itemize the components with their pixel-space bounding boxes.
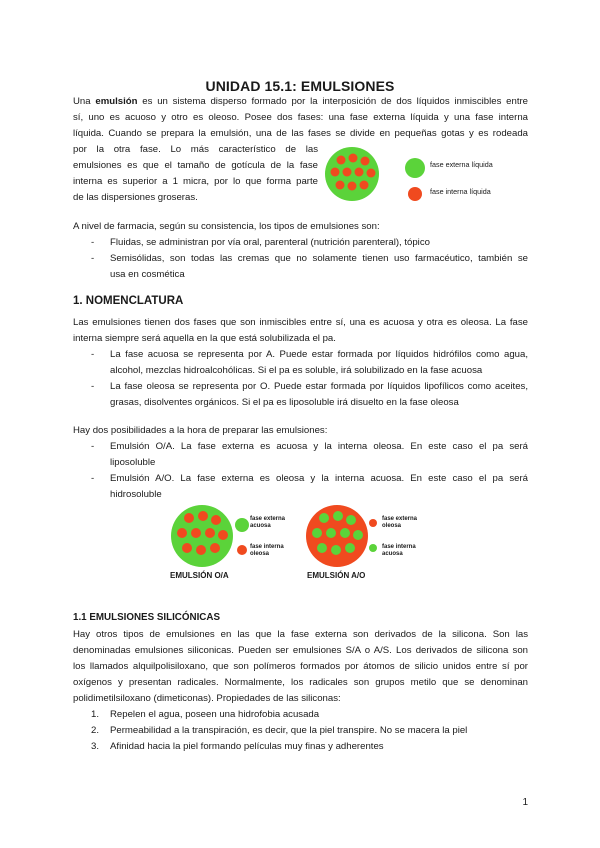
intro-line-7: de las dispersiones groseras. [73,192,198,203]
intro-line-6: interna es superior a 1 micra, por lo que forma parte [73,176,318,187]
ao-legend-green [369,544,377,552]
oa-legend-external: fase externa acuosa [250,516,286,529]
intro-term: emulsión [95,96,138,107]
pharmacy-intro: A nivel de farmacia, según su consistencia, los tipos de emulsiones son: [73,221,380,232]
document-page: UNIDAD 15.1: EMULSIONES Una emulsión es un sistema disperso formado por la interposición de dos líquidos inmiscibles entre sí, uno es acuoso y otro es oleoso. Posee dos fases: una fase externa líquida y una fase interna líquida. Cuando se prepara la emulsión, una de las fases se divide en pequeñas gotas y es rodeada por la otra fase. Lo más característico de las emulsiones es que el tamaño de gotícula de la fase interna es superior a 1 micra, por lo que forma parte de las dispersiones groseras. fase externa líquida fase interna líquida A nivel de farmacia, según su consistencia, los tipos de emulsiones son: - Fluidas, se administran por vía oral, parenteral (nutrición parenteral), tópico - Semisólidas, son todas las cremas que no solamente tienen uso farmacéutico, también se usa en cosmética 1. NOMENCLATURA Las emulsiones tienen dos fases que son inmiscibles entre sí, una es acuosa y otra es oleosa. La fase interna siempre será aquella en la que está solubilizada el pa. - La fase acuosa se representa por A. Puede estar formada por líquidos hidrófilos como agua, alcohol, mezclas hidroalcohólicas. Si el pa es soluble, irá solubilizado en la fase acuosa - La fase oleosa se representa por O. Puede estar formada por líquidos lipofílicos como aceites, grasas, disolventes orgánicos. Si el pa es liposoluble irá disuelto en la fase oleosa Hay dos posibilidades a la hora de preparar las emulsiones: - Emulsión O/A. La fase externa es acuosa y la interna oleosa. En este caso el pa será liposoluble - Emulsión A/O. La fase externa es oleosa y la interna acuosa. En este caso el pa será hidrosoluble fase externa acuosa fase interna oleosa fase externa oleosa fase interna acuosa EMULSIÓN O/A EMULSIÓN A/O 1.1 EMULSIONES SILICÓNICAS Hay otros tipos de emulsiones en las que la fase externa son derivados de la silicona. Son las denominadas emulsiones siliconicas. Pueden ser emulsiones S/A o A/S. Los derivados de silicona son los llamados alquilpolisiloxano, que son polímeros formados por átomos de silicio unidos entre sí por oxígenos y presentan radicales. Normalmente, los radicales son grupos metilo que se denominan polidimetilsiloxano (dimeticonas). Propiedades de las siliconas: 1. Repelen el agua, poseen una hidrofobia acusada 2. Permeabilidad a la transpiración, es decir, que la piel transpire. No se macera la piel 3. Afinidad hacia la piel formando películas muy finas y adherentes 1 [0,0,600,848]
emulsion-type-oa: - Emulsión O/A. La fase externa es acuosa y la interna oleosa. En este caso el pa será liposoluble [91,441,528,468]
silic-line-2: denominadas emulsiones siliconicas. Pueden ser emulsiones S/A o A/S. Los derivados de silicona son [73,645,528,656]
oa-legend-internal: fase interna oleosa [250,544,284,557]
pharmacy-item-2: - Semisólidas, son todas las cremas que no solamente tienen uso farmacéutico, también se usa en cosmética [91,253,528,280]
nomen-line-2: interna siempre será aquella en la que está solubilizada el pa. [73,333,336,344]
nomen-item-2: - La fase oleosa se representa por O. Puede estar formada por líquidos lipofílicos como aceites, grasas, disolventes orgánicos. Si el pa es liposoluble irá disuelto en la fase oleosa [91,381,528,408]
legend-external: fase externa líquida [430,160,493,169]
intro-line-3: líquida. Cuando se prepara la emulsión, una de las fases se divide en pequeñas gotas y es rodeada [73,128,528,139]
ao-legend-red [369,519,377,527]
oa-legend-green [235,518,249,532]
intro-line-4: por la otra fase. Lo más característico de las [73,144,318,155]
oa-legend-red [237,545,247,555]
emulsion-type-ao: - Emulsión A/O. La fase externa es oleosa y la interna acuosa. En este caso el pa será hidrosoluble [91,473,528,500]
emulsion-figure [322,146,532,208]
ao-caption: EMULSIÓN A/O [307,571,366,580]
nomen-item-1: - La fase acuosa se representa por A. Puede estar formada por líquidos hidrófilos como agua, alcohol, mezclas hidroalcohólicas. Si el pa es soluble, irá solubilizado en la fase acuosa [91,349,528,376]
legend-red-swatch [408,187,422,201]
ao-legend-external: fase externa oleosa [382,516,418,529]
silic-line-4: oxígenos y presentan radicales. Normalmente, los radicales son grupos metilo que se denominan [73,677,528,688]
page-number: 1 [522,797,528,808]
intro-line-2: sí, uno es acuoso y otro es oleoso. Posee dos fases: una fase externa líquida y una fase interna [73,112,528,123]
ao-legend-internal: fase interna acuosa [382,544,416,557]
intro-prefix: Una [73,96,91,107]
nomen-line-1: Las emulsiones tienen dos fases que son inmiscibles entre sí, una es acuosa y otra es oleosa. La fase [73,317,528,328]
intro-text: es un sistema disperso formado por la interposición de dos líquidos inmiscibles entre [142,96,529,107]
legend-internal: fase interna líquida [430,187,491,196]
section-heading-siliconicas: 1.1 EMULSIONES SILICÓNICAS [73,612,220,623]
silic-line-5: polidimetilsiloxano (dimeticonas). Propiedades de las siliconas: [73,693,341,704]
page-title: UNIDAD 15.1: EMULSIONES [205,78,395,94]
possibilities-text: Hay dos posibilidades a la hora de preparar las emulsiones: [73,425,328,436]
intro-line-1 [73,94,528,110]
oa-caption: EMULSIÓN O/A [170,571,229,580]
silic-line-1: Hay otros tipos de emulsiones en las que la fase externa son derivados de la silicona. Son las [73,629,528,640]
section-heading-nomenclatura: 1. NOMENCLATURA [73,295,184,307]
legend-green-swatch [405,158,425,178]
intro-line-5: emulsiones es que el tamaño de gotícula de la fase [73,160,318,171]
silic-line-3: los llamados alquilpolisiloxano, que son polímeros formados por átomos de silicio unidos entre sí por [73,661,528,672]
